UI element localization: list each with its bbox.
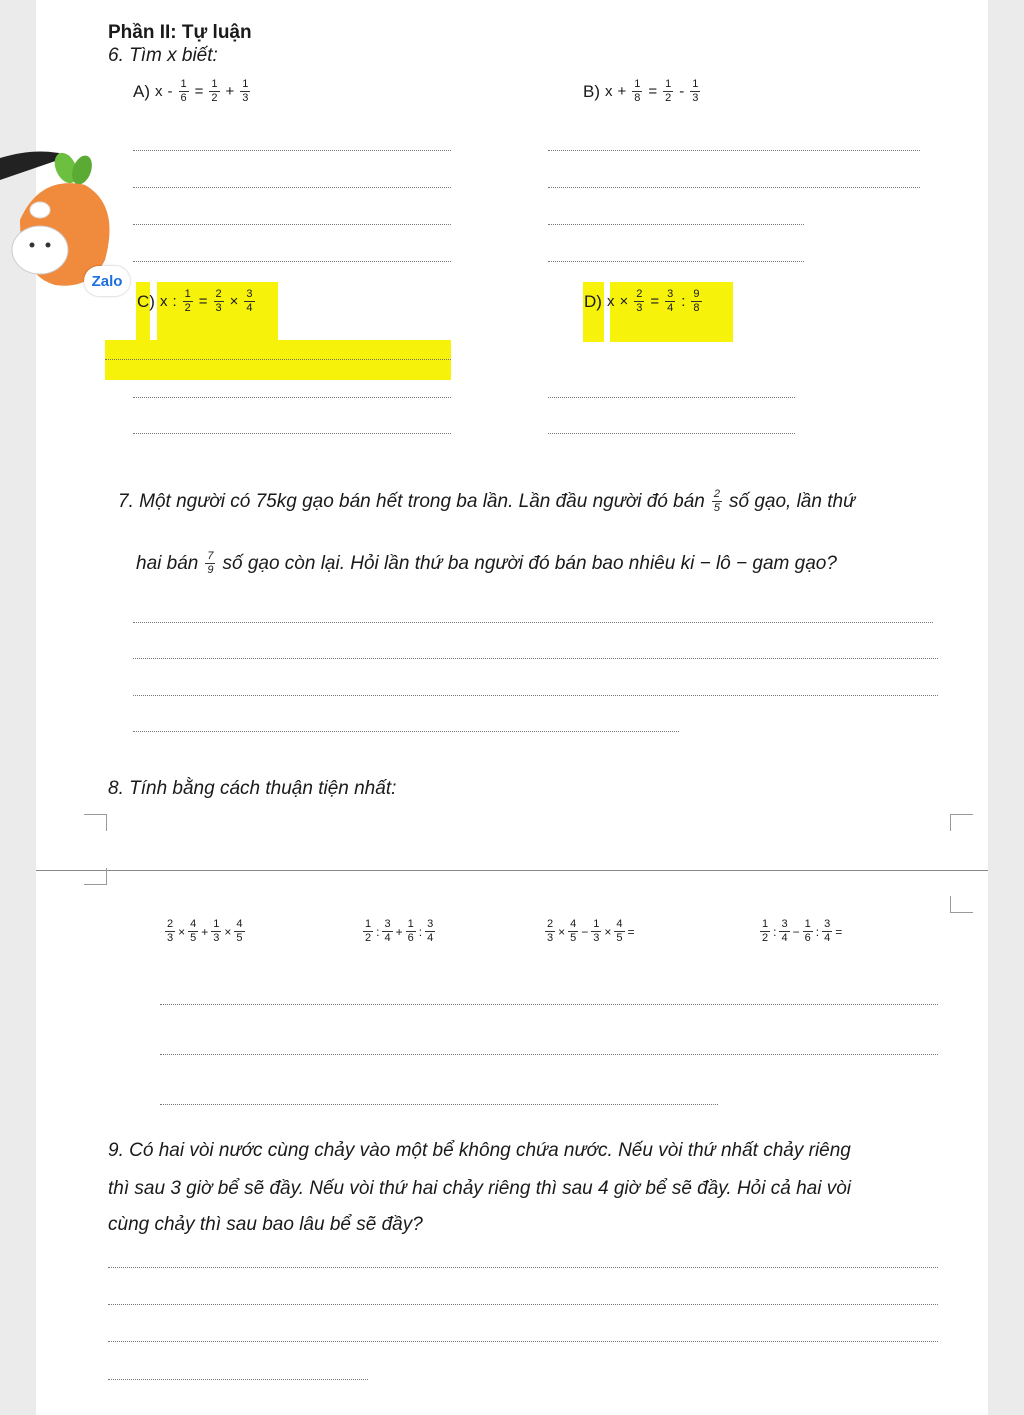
q8-title: 8. Tính bằng cách thuận tiện nhất: xyxy=(108,778,397,799)
fraction: $\frac{4}{5}$ xyxy=(570,918,577,944)
q8-expression-2: $\frac{1}{2}$ : $\frac{3}{4}$ + $\frac{1}{6}$ : $\frac{3}{4}$ xyxy=(365,918,434,944)
answer-line xyxy=(548,261,804,262)
q9-line-1: 9. Có hai vòi nước cùng chảy vào một bể không chứa nước. Nếu vòi thứ nhất chảy riêng xyxy=(108,1140,851,1161)
fraction: $\frac{9}{8}$ xyxy=(693,288,700,314)
fraction: $\frac{2}{3}$ xyxy=(167,918,174,944)
zalo-logo: Zalo xyxy=(84,266,130,296)
fraction: $\frac{2}{5}$ xyxy=(713,488,720,514)
answer-line xyxy=(105,359,451,360)
fraction: $\frac{1}{3}$ xyxy=(242,78,249,104)
highlight xyxy=(105,340,451,380)
fraction: $\frac{4}{5}$ xyxy=(236,918,243,944)
fraction: $\frac{1}{2}$ xyxy=(665,78,672,104)
answer-line xyxy=(160,1004,938,1005)
answer-line xyxy=(133,731,679,732)
answer-line xyxy=(133,622,933,623)
answer-line xyxy=(133,150,451,151)
fraction: $\frac{1}{6}$ xyxy=(407,918,414,944)
answer-line xyxy=(108,1304,938,1305)
q8-expression-4: $\frac{1}{2}$ : $\frac{3}{4}$ − $\frac{1}{6}$ : $\frac{3}{4}$ = xyxy=(762,918,843,944)
fraction: $\frac{1}{3}$ xyxy=(213,918,220,944)
fraction: $\frac{3}{4}$ xyxy=(384,918,391,944)
fraction: $\frac{1}{2}$ xyxy=(365,918,372,944)
fraction: $\frac{1}{3}$ xyxy=(593,918,600,944)
q9-line-2: thì sau 3 giờ bể sẽ đầy. Nếu vòi thứ hai chảy riêng thì sau 4 giờ bể sẽ đầy. Hỏi cả hai vòi xyxy=(108,1178,852,1199)
crop-mark xyxy=(950,814,973,831)
answer-line xyxy=(548,433,795,434)
fraction: $\frac{1}{8}$ xyxy=(634,78,641,104)
fraction: $\frac{3}{4}$ xyxy=(667,288,674,314)
fraction: $\frac{2}{3}$ xyxy=(636,288,643,314)
q6-d-equation: D) x × $\frac{2}{3}$ = $\frac{3}{4}$ : $\frac{9}{8}$ xyxy=(584,288,700,314)
fraction: $\frac{1}{2}$ xyxy=(184,288,191,314)
q6-title: 6. Tìm x biết: xyxy=(108,45,218,66)
section-title: Phần II: Tự luận xyxy=(108,22,252,43)
fraction: $\frac{1}{2}$ xyxy=(211,78,218,104)
answer-line xyxy=(133,397,451,398)
worksheet-page xyxy=(36,0,988,1415)
answer-line xyxy=(133,658,938,659)
answer-line xyxy=(133,261,451,262)
fraction: $\frac{3}{4}$ xyxy=(427,918,434,944)
fraction: $\frac{3}{4}$ xyxy=(246,288,253,314)
fraction: $\frac{1}{6}$ xyxy=(180,78,187,104)
answer-line xyxy=(133,433,451,434)
fraction: $\frac{4}{5}$ xyxy=(190,918,197,944)
answer-line xyxy=(133,187,451,188)
q7-line-2: hai bán $\frac{7}{9}$ số gạo còn lại. Hỏi lần thứ ba người đó bán bao nhiêu ki − lô − gam gạo? xyxy=(136,550,837,576)
q6-b-equation: B) x + $\frac{1}{8}$ = $\frac{1}{2}$ - $\frac{1}{3}$ xyxy=(583,78,699,104)
answer-line xyxy=(133,695,938,696)
crop-mark xyxy=(950,896,973,913)
answer-line xyxy=(133,224,451,225)
q8-expression-1: $\frac{2}{3}$ × $\frac{4}{5}$ + $\frac{1}{3}$ × $\frac{4}{5}$ xyxy=(167,918,243,944)
answer-line xyxy=(548,150,920,151)
answer-line xyxy=(548,187,920,188)
divider xyxy=(36,870,988,871)
fraction: $\frac{2}{3}$ xyxy=(547,918,554,944)
answer-line xyxy=(548,224,804,225)
answer-line xyxy=(108,1379,368,1380)
answer-line xyxy=(160,1104,718,1105)
fraction: $\frac{4}{5}$ xyxy=(616,918,623,944)
answer-line xyxy=(548,397,795,398)
crop-mark xyxy=(84,868,107,885)
fraction: $\frac{3}{4}$ xyxy=(824,918,831,944)
fraction: $\frac{1}{3}$ xyxy=(692,78,699,104)
fraction: $\frac{1}{2}$ xyxy=(762,918,769,944)
answer-line xyxy=(108,1341,938,1342)
q6-c-equation: C) x : $\frac{1}{2}$ = $\frac{2}{3}$ × $\frac{3}{4}$ xyxy=(137,288,253,314)
answer-line xyxy=(108,1267,938,1268)
q8-expression-3: $\frac{2}{3}$ × $\frac{4}{5}$ − $\frac{1}{3}$ × $\frac{4}{5}$ = xyxy=(547,918,635,944)
fraction: $\frac{2}{3}$ xyxy=(215,288,222,314)
q7-line-1: 7. Một người có 75kg gạo bán hết trong ba lần. Lần đầu người đó bán $\frac{2}{5}$ số gạo, lần thứ xyxy=(118,488,856,514)
q9-line-3: cùng chảy thì sau bao lâu bể sẽ đầy? xyxy=(108,1214,423,1235)
fraction: $\frac{3}{4}$ xyxy=(781,918,788,944)
answer-line xyxy=(160,1054,938,1055)
q6-a-equation: A) x - $\frac{1}{6}$ = $\frac{1}{2}$ + $\frac{1}{3}$ xyxy=(133,78,249,104)
fraction: $\frac{1}{6}$ xyxy=(804,918,811,944)
fraction: $\frac{7}{9}$ xyxy=(207,550,214,576)
crop-mark xyxy=(84,814,107,831)
